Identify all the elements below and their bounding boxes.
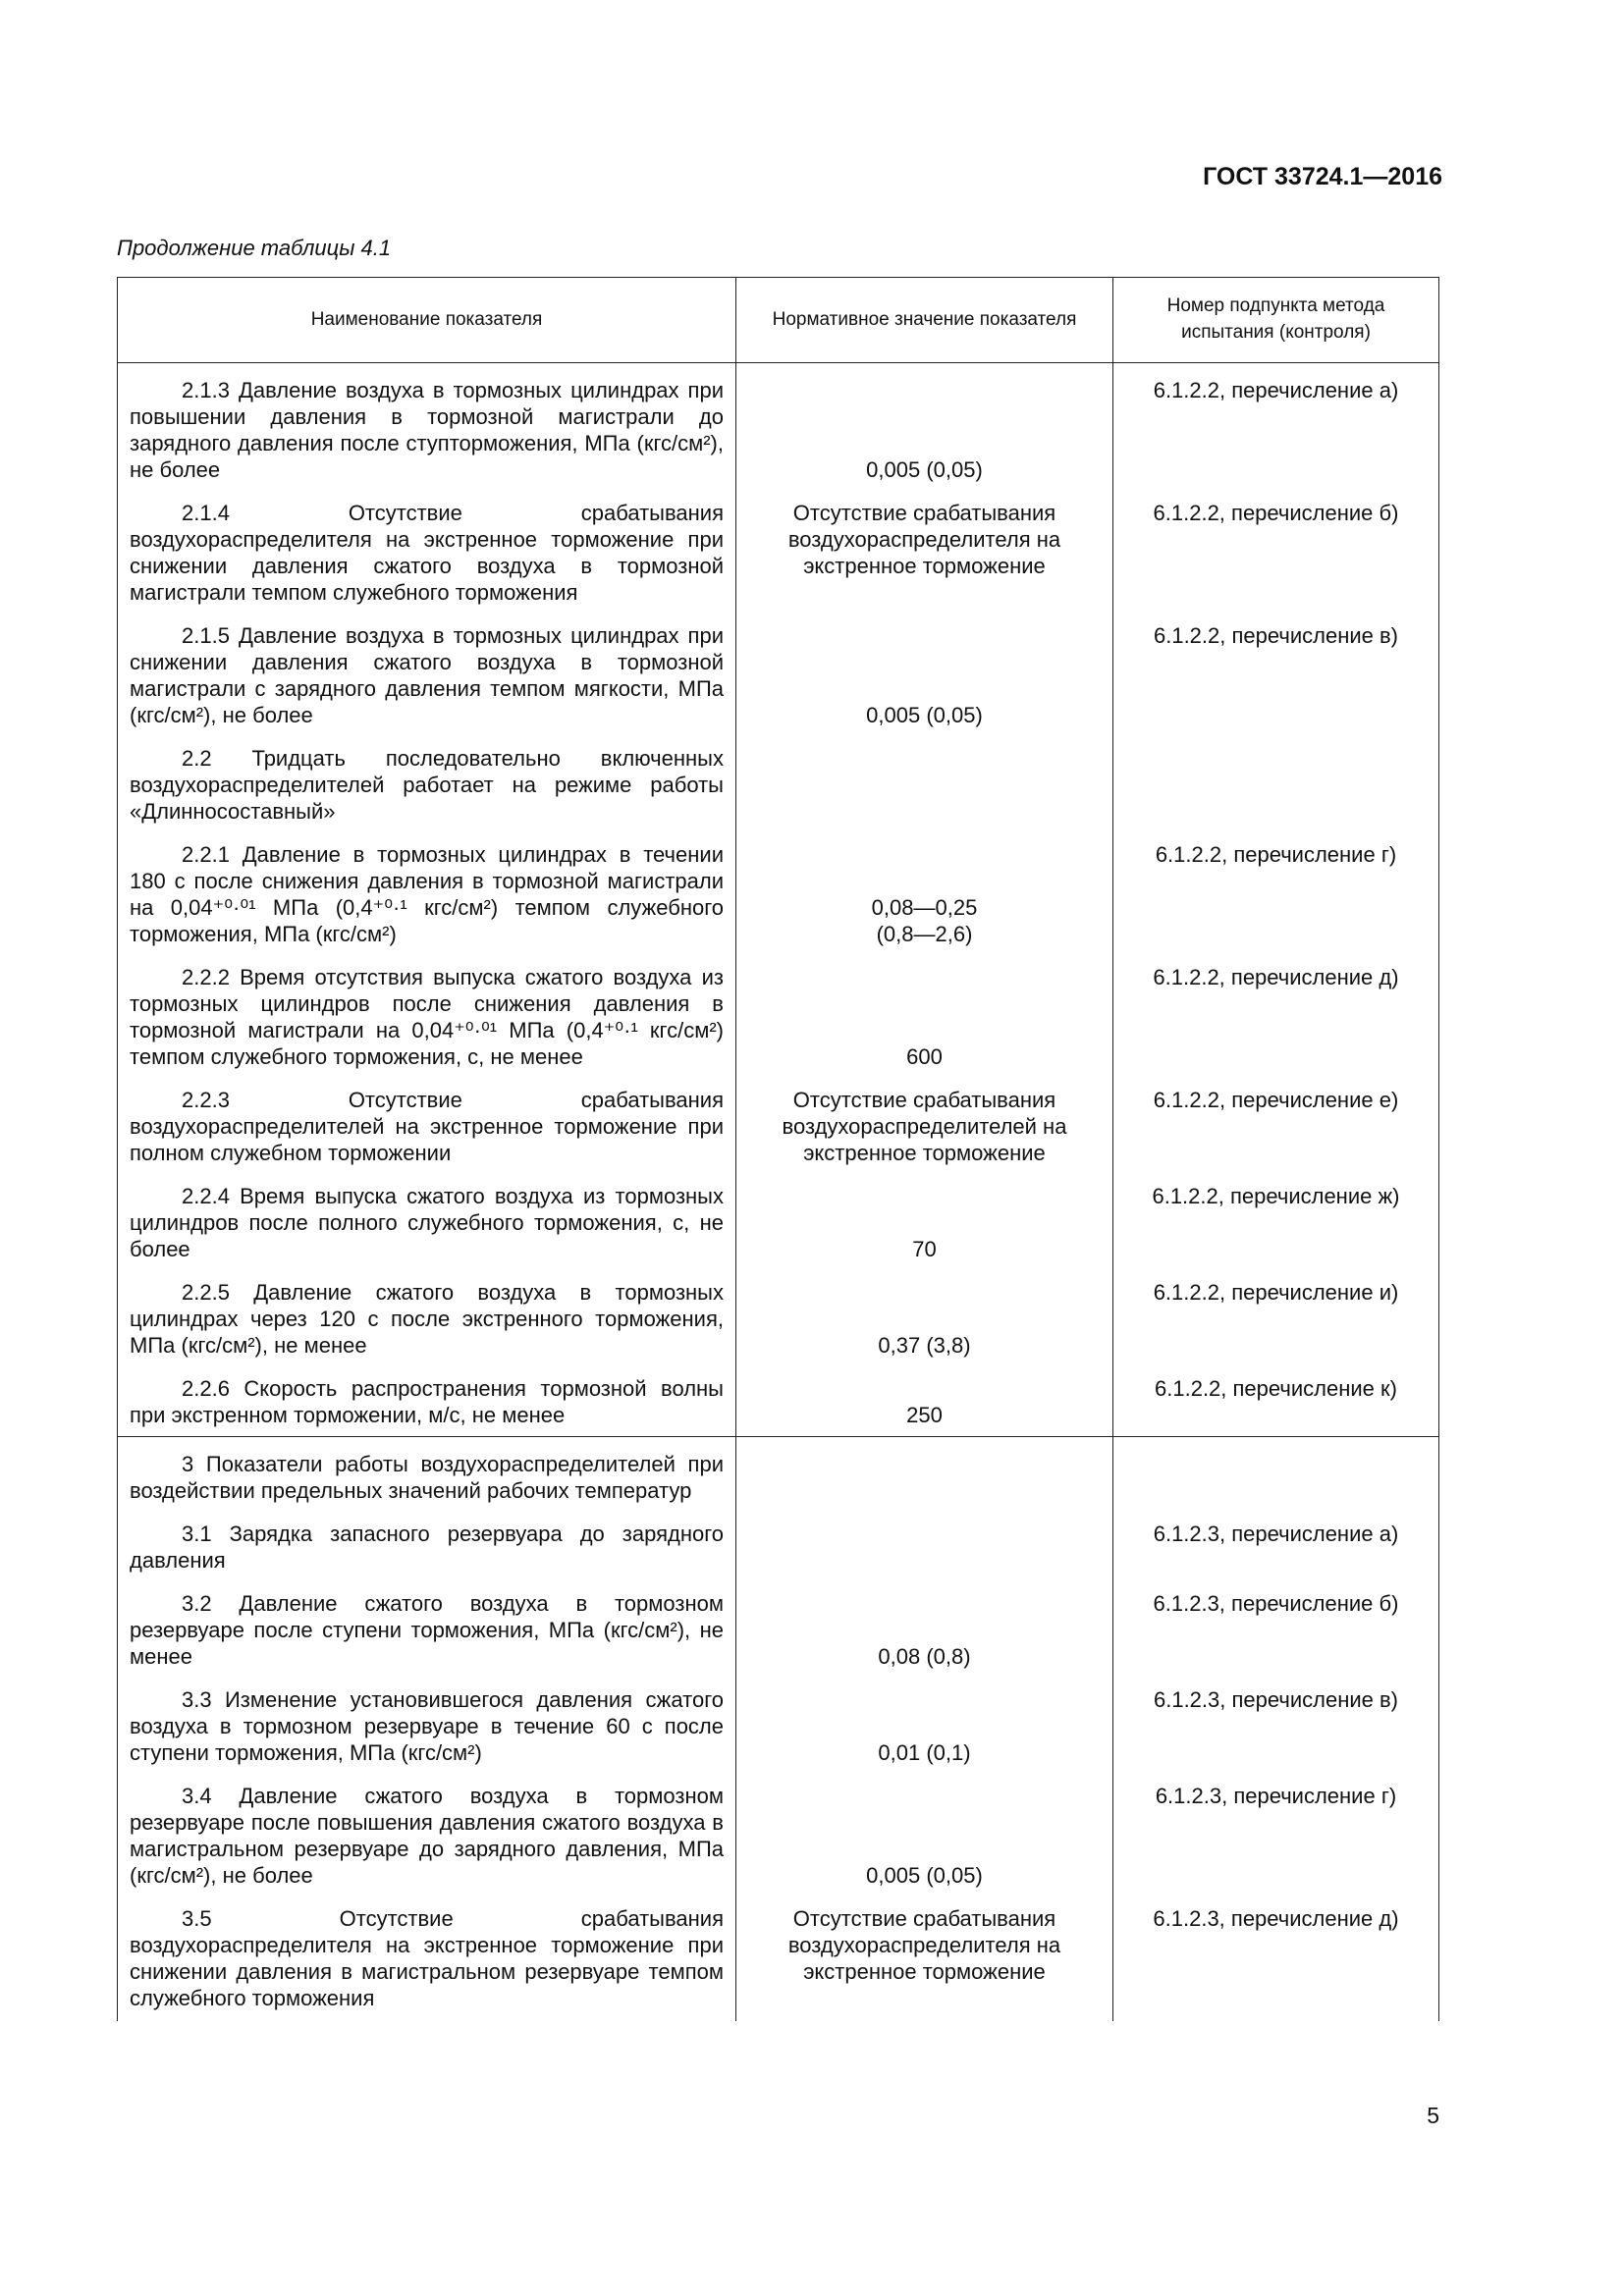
method-reference: 6.1.2.2, перечисление д) xyxy=(1113,955,1439,1078)
table-header-row xyxy=(118,278,1439,363)
indicator-name-cell xyxy=(118,1437,736,1513)
table-row xyxy=(118,736,1439,832)
indicator-name: 2.2.3 Отсутствие срабатывания воздухораспределителей на экстренное торможение при полном служебном торможении xyxy=(130,1088,724,1165)
normative-value: 0,01 (0,1) xyxy=(736,1678,1113,1774)
method-reference: 6.1.2.2, перечисление к) xyxy=(1113,1366,1439,1437)
table-row xyxy=(118,1437,1439,1513)
document-standard-code: ГОСТ 33724.1—2016 xyxy=(1203,163,1442,190)
normative-value xyxy=(736,1512,1113,1581)
table-caption: Продолжение таблицы 4.1 xyxy=(117,236,392,260)
indicator-name-cell xyxy=(118,1078,736,1174)
normative-value: 600 xyxy=(736,955,1113,1078)
normative-value: 70 xyxy=(736,1174,1113,1270)
method-reference xyxy=(1113,736,1439,832)
table-row xyxy=(118,363,1439,492)
normative-value: 0,005 (0,05) xyxy=(736,1774,1113,1896)
table-row xyxy=(118,1896,1439,2021)
indicator-name-cell xyxy=(118,1512,736,1581)
normative-value: Отсутствие срабатывания воздухораспределителя на экстренное торможение xyxy=(736,491,1113,614)
indicator-name-cell xyxy=(118,1774,736,1896)
table-row xyxy=(118,1174,1439,1270)
indicator-name: 2.2.1 Давление в тормозных цилиндрах в течении 180 с после снижения давления в тормозной магистрали на 0,04⁺⁰·⁰¹ МПа (0,4⁺⁰·¹ кгс/см²) темпом служебного торможения, МПа (кгс/см²) xyxy=(130,842,724,946)
indicator-name: 2.2.5 Давление сжатого воздуха в тормозных цилиндрах через 120 с после экстренного торможения, МПа (кгс/см²), не менее xyxy=(130,1280,724,1358)
normative-value xyxy=(736,736,1113,832)
indicator-name: 3.3 Изменение установившегося давления сжатого воздуха в тормозном резервуаре в течение 60 с после ступени торможения, МПа (кгс/см²) xyxy=(130,1687,724,1765)
indicator-name: 2.2.6 Скорость распространения тормозной волны при экстренном торможении, м/с, не менее xyxy=(130,1376,724,1427)
column-header-name: Наименование показателя xyxy=(118,278,736,363)
indicator-name: 2.2.2 Время отсутствия выпуска сжатого воздуха из тормозных цилиндров после снижения давления в тормозной магистрали на 0,04⁺⁰·⁰¹ МПа (0,4⁺⁰·¹ кгс/см²) темпом служебного торможения, с, не менее xyxy=(130,965,724,1069)
indicator-name: 3.5 Отсутствие срабатывания воздухораспределителя на экстренное торможение при снижении давления в магистральном резервуаре темпом служебного торможения xyxy=(130,1906,724,2010)
normative-value: 0,37 (3,8) xyxy=(736,1270,1113,1366)
method-reference: 6.1.2.3, перечисление б) xyxy=(1113,1581,1439,1678)
method-reference: 6.1.2.2, перечисление и) xyxy=(1113,1270,1439,1366)
normative-value: Отсутствие срабатывания воздухораспределителя на экстренное торможение xyxy=(736,1896,1113,2021)
indicator-name-cell xyxy=(118,832,736,955)
method-reference: 6.1.2.2, перечисление а) xyxy=(1113,363,1439,492)
column-header-method: Номер подпункта метода испытания (контроля) xyxy=(1113,278,1439,363)
table-row xyxy=(118,955,1439,1078)
table-row xyxy=(118,1678,1439,1774)
indicator-name: 2.1.3 Давление воздуха в тормозных цилиндрах при повышении давления в тормозной магистрали до зарядного давления после ступторможения, МПа (кгс/см²), не более xyxy=(130,378,724,482)
specification-table xyxy=(117,277,1439,2021)
page-number: 5 xyxy=(1427,2103,1439,2128)
method-reference: 6.1.2.2, перечисление г) xyxy=(1113,832,1439,955)
indicator-name: 2.1.5 Давление воздуха в тормозных цилиндрах при снижении давления сжатого воздуха в тормозной магистрали с зарядного давления темпом мягкости, МПа (кгс/см²), не более xyxy=(130,623,724,727)
table-row xyxy=(118,1512,1439,1581)
indicator-name: 3.1 Зарядка запасного резервуара до зарядного давления xyxy=(130,1522,724,1573)
method-reference: 6.1.2.3, перечисление в) xyxy=(1113,1678,1439,1774)
indicator-name: 2.2.4 Время выпуска сжатого воздуха из тормозных цилиндров после полного служебного торможения, с, не более xyxy=(130,1184,724,1261)
normative-value: 250 xyxy=(736,1366,1113,1437)
indicator-name-cell xyxy=(118,736,736,832)
method-reference xyxy=(1113,1437,1439,1513)
indicator-name-cell xyxy=(118,1366,736,1437)
table-row xyxy=(118,832,1439,955)
method-reference: 6.1.2.3, перечисление д) xyxy=(1113,1896,1439,2021)
normative-value: 0,005 (0,05) xyxy=(736,363,1113,492)
indicator-name-cell xyxy=(118,1581,736,1678)
normative-value: Отсутствие срабатывания воздухораспределителей на экстренное торможение xyxy=(736,1078,1113,1174)
table-row xyxy=(118,1774,1439,1896)
method-reference: 6.1.2.2, перечисление е) xyxy=(1113,1078,1439,1174)
indicator-name-cell xyxy=(118,614,736,736)
indicator-name-cell xyxy=(118,491,736,614)
normative-value xyxy=(736,1437,1113,1513)
normative-value: 0,08 (0,8) xyxy=(736,1581,1113,1678)
indicator-name-cell xyxy=(118,1174,736,1270)
normative-value: 0,08—0,25 (0,8—2,6) xyxy=(736,832,1113,955)
method-reference: 6.1.2.2, перечисление б) xyxy=(1113,491,1439,614)
indicator-name: 3 Показатели работы воздухораспределителей при воздействии предельных значений рабочих температур xyxy=(130,1452,724,1503)
table-row xyxy=(118,1270,1439,1366)
method-reference: 6.1.2.3, перечисление а) xyxy=(1113,1512,1439,1581)
table-row xyxy=(118,614,1439,736)
indicator-name: 2.2 Тридцать последовательно включенных воздухораспределителей работает на режиме работы «Длинносоставный» xyxy=(130,746,724,824)
table-row xyxy=(118,1581,1439,1678)
indicator-name: 3.2 Давление сжатого воздуха в тормозном резервуаре после ступени торможения, МПа (кгс/см²), не менее xyxy=(130,1591,724,1669)
column-header-value: Нормативное значение показателя xyxy=(736,278,1113,363)
table-body xyxy=(118,363,1439,2022)
method-reference: 6.1.2.3, перечисление г) xyxy=(1113,1774,1439,1896)
table-row xyxy=(118,491,1439,614)
indicator-name-cell xyxy=(118,1896,736,2021)
table-row xyxy=(118,1078,1439,1174)
indicator-name-cell xyxy=(118,1678,736,1774)
indicator-name-cell xyxy=(118,363,736,492)
normative-value: 0,005 (0,05) xyxy=(736,614,1113,736)
method-reference: 6.1.2.2, перечисление в) xyxy=(1113,614,1439,736)
indicator-name-cell xyxy=(118,1270,736,1366)
indicator-name: 2.1.4 Отсутствие срабатывания воздухораспределителя на экстренное торможение при снижении давления сжатого воздуха в тормозной магистрали темпом служебного торможения xyxy=(130,501,724,605)
table-row xyxy=(118,1366,1439,1437)
indicator-name: 3.4 Давление сжатого воздуха в тормозном резервуаре после повышения давления сжатого воздуха в магистральном резервуаре до зарядного давления, МПа (кгс/см²), не более xyxy=(130,1784,724,1888)
indicator-name-cell xyxy=(118,955,736,1078)
method-reference: 6.1.2.2, перечисление ж) xyxy=(1113,1174,1439,1270)
